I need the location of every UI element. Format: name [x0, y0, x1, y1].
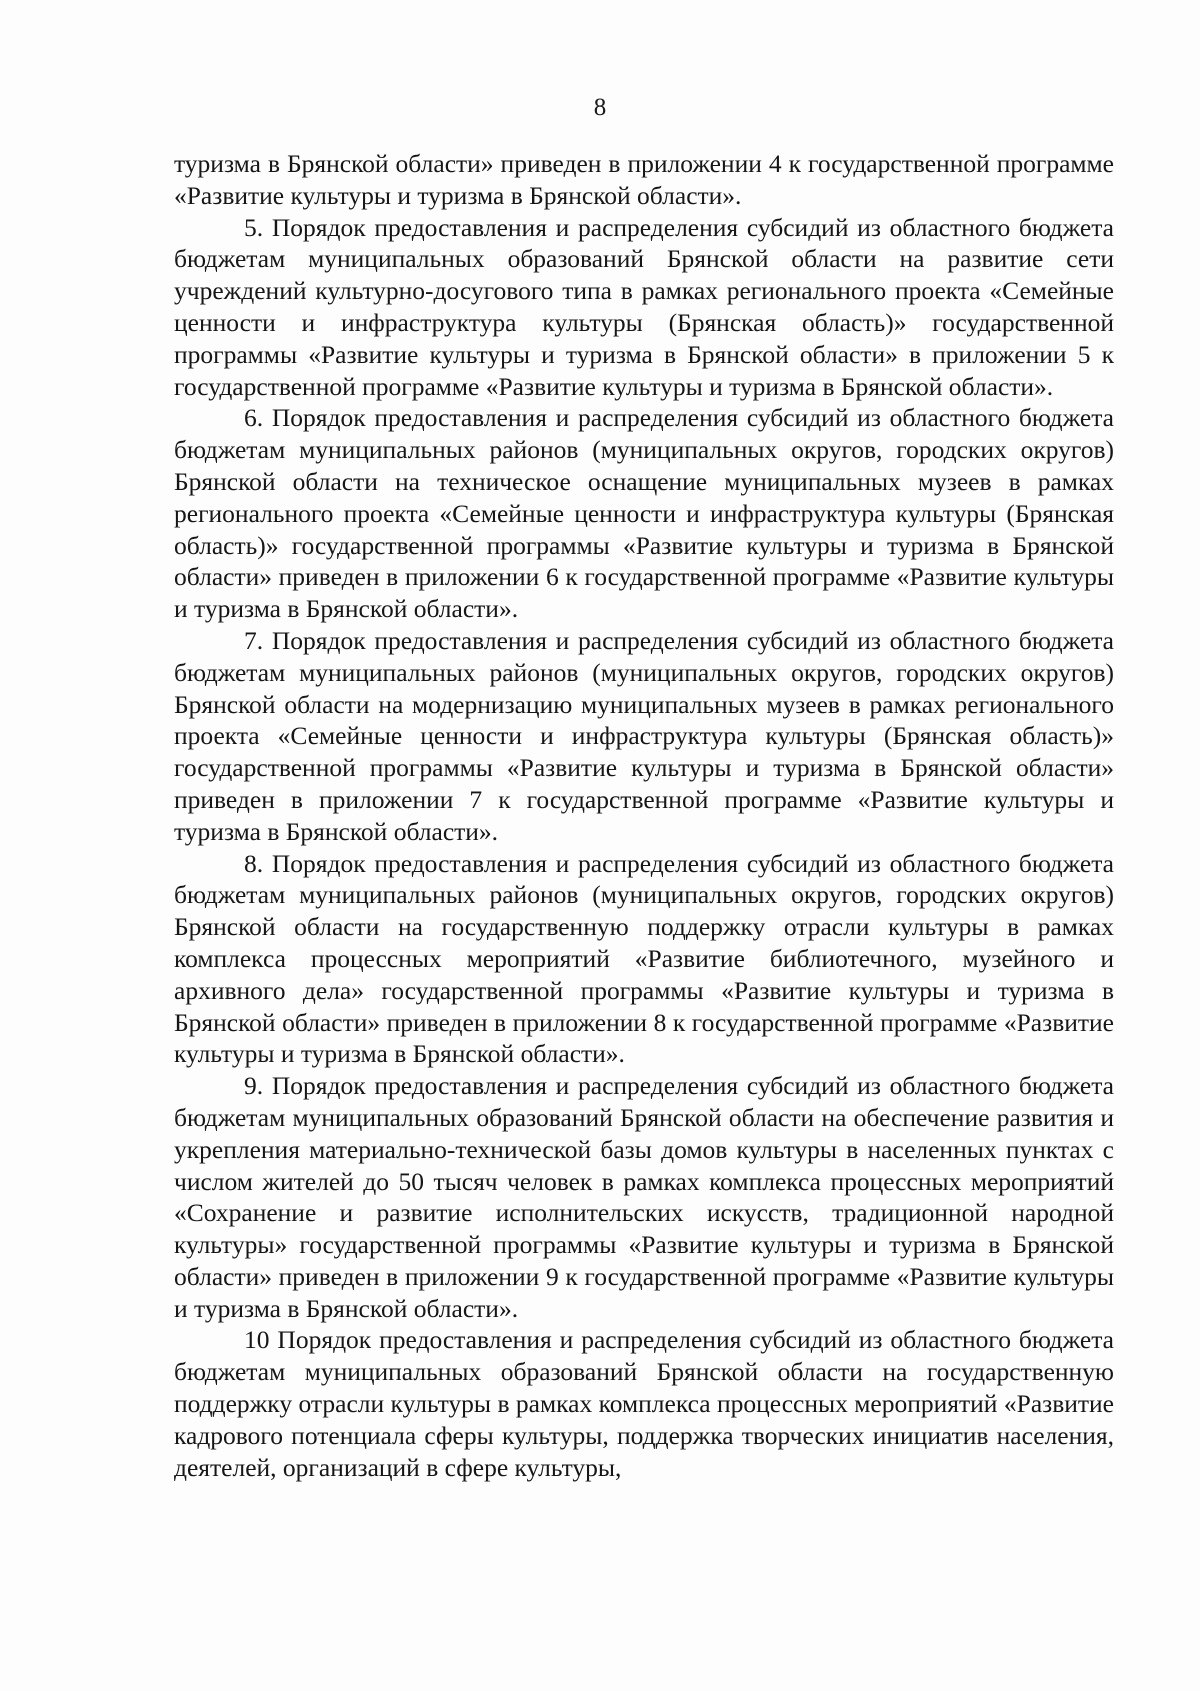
paragraph-continuation: туризма в Брянской области» приведен в приложении 4 к государственной программе «Развитие культуры и туризма в Брянской области». — [174, 149, 1114, 210]
paragraph-item-5: 5. Порядок предоставления и распределения субсидий из областного бюджета бюджетам муниципальных образований Брянской области на развитие сети учреждений культурно-досугового типа в рамках регионального проекта «Семейные ценности и инфраструктура культуры (Брянская область)» государственной программы «Развитие культуры и туризма в Брянской области» в приложении 5 к государственной программе «Развитие культуры и туризма в Брянской области». — [174, 212, 1114, 401]
page-number: 8 — [593, 94, 607, 121]
paragraph-item-9: 9. Порядок предоставления и распределения субсидий из областного бюджета бюджетам муниципальных образований Брянской области на обеспечение развития и укрепления материально-технической базы домов культуры в населенных пунктах с числом жителей до 50 тысяч человек в рамках комплекса процессных мероприятий «Сохранение и развитие исполнительских искусств, традиционной народной культуры» государственной программы «Развитие культуры и туризма в Брянской области» приведен в приложении 9 к государственной программе «Развитие культуры и туризма в Брянской области». — [174, 1071, 1114, 1323]
paragraph-item-10: 10 Порядок предоставления и распределения субсидий из областного бюджета бюджетам муниципальных образований Брянской области на государственную поддержку отрасли культуры в рамках комплекса процессных мероприятий «Развитие кадрового потенциала сферы культуры, поддержка творческих инициатив населения, деятелей, организаций в сфере культуры, — [174, 1325, 1114, 1482]
paragraph-item-7: 7. Порядок предоставления и распределения субсидий из областного бюджета бюджетам муниципальных районов (муниципальных округов, городских округов) Брянской области на модернизацию муниципальных музеев в рамках регионального проекта «Семейные ценности и инфраструктура культуры (Брянская область)» государственной программы «Развитие культуры и туризма в Брянской области» приведен в приложении 7 к государственной программе «Развитие культуры и туризма в Брянской области». — [174, 625, 1114, 846]
document-body — [174, 148, 1114, 1483]
paragraph-item-6: 6. Порядок предоставления и распределения субсидий из областного бюджета бюджетам муниципальных районов (муниципальных округов, городских округов) Брянской области на техническое оснащение муниципальных музеев в рамках регионального проекта «Семейные ценности и инфраструктура культуры (Брянская область)» государственной программы «Развитие культуры и туризма в Брянской области» приведен в приложении 6 к государственной программе «Развитие культуры и туризма в Брянской области». — [174, 403, 1114, 624]
paragraph-item-8: 8. Порядок предоставления и распределения субсидий из областного бюджета бюджетам муниципальных районов (муниципальных округов, городских округов) Брянской области на государственную поддержку отрасли культуры в рамках комплекса процессных мероприятий «Развитие библиотечного, музейного и архивного дела» государственной программы «Развитие культуры и туризма в Брянской области» приведен в приложении 8 к государственной программе «Развитие культуры и туризма в Брянской области». — [174, 848, 1114, 1069]
